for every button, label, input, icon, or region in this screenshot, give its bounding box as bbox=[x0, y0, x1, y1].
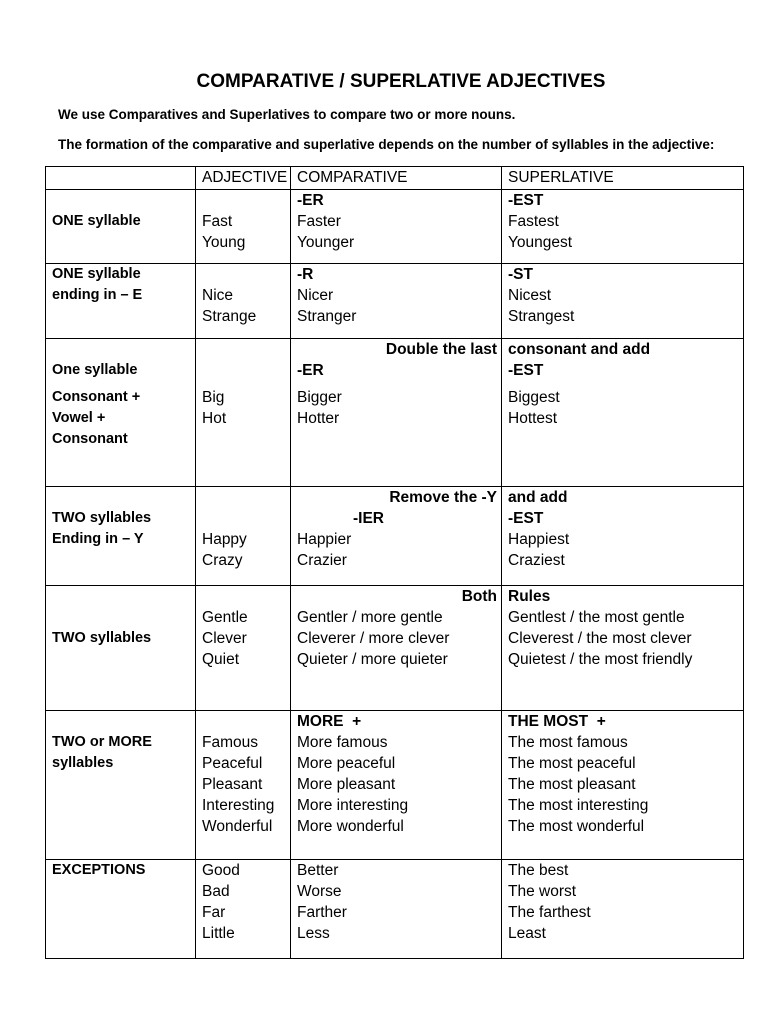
superlative: The most peaceful bbox=[508, 755, 636, 772]
adjective: Young bbox=[202, 234, 246, 251]
row-label: syllables bbox=[52, 755, 114, 771]
superlative-rule: -EST bbox=[508, 362, 544, 379]
row-label: ending in – E bbox=[52, 287, 143, 303]
comparative: More peaceful bbox=[297, 755, 396, 772]
header-comparative: COMPARATIVE bbox=[291, 167, 502, 190]
adjective: Crazy bbox=[202, 552, 243, 569]
superlative: Biggest bbox=[508, 389, 560, 406]
header-adjective: ADJECTIVE bbox=[196, 167, 291, 190]
superlative: Craziest bbox=[508, 552, 565, 569]
comparative: Better bbox=[297, 862, 339, 879]
row-label: Consonant bbox=[52, 431, 128, 447]
row-label: ONE syllable bbox=[52, 213, 141, 229]
adjective: Clever bbox=[202, 630, 247, 647]
adjective: Good bbox=[202, 862, 240, 879]
comparative: Younger bbox=[297, 234, 355, 251]
adjective: Big bbox=[202, 389, 225, 406]
comparative: Crazier bbox=[297, 552, 347, 569]
table-row bbox=[46, 487, 744, 586]
row-label: ONE syllable bbox=[52, 266, 141, 282]
comparative-note: Double the last bbox=[385, 341, 497, 358]
superlative: Gentlest / the most gentle bbox=[508, 609, 685, 626]
comparative: More interesting bbox=[297, 797, 409, 814]
comparative: More famous bbox=[297, 734, 388, 751]
superlative-note: consonant and add bbox=[508, 341, 651, 358]
superlative: The most interesting bbox=[508, 797, 649, 814]
comparative: Gentler / more gentle bbox=[297, 609, 443, 626]
row-label: One syllable bbox=[52, 362, 138, 378]
header-blank bbox=[46, 167, 196, 190]
comparative-note: Both bbox=[461, 588, 497, 605]
superlative: The best bbox=[508, 862, 569, 879]
comparative-rule: -IER bbox=[353, 510, 384, 527]
superlative-note: Rules bbox=[508, 588, 551, 605]
comparative: Happier bbox=[297, 531, 352, 548]
adjective: Famous bbox=[202, 734, 258, 751]
comparative: Stranger bbox=[297, 308, 357, 325]
adjective: Far bbox=[202, 904, 226, 921]
superlative: Youngest bbox=[508, 234, 573, 251]
superlative: Strangest bbox=[508, 308, 575, 325]
superlative: The most wonderful bbox=[508, 818, 645, 835]
superlative-rule: -EST bbox=[508, 510, 544, 527]
table-row bbox=[46, 860, 744, 959]
comparative-rule: -R bbox=[297, 266, 314, 283]
comparative: Quieter / more quieter bbox=[297, 651, 448, 668]
adjectives-table bbox=[45, 166, 744, 959]
comparative: Worse bbox=[297, 883, 342, 900]
comparative: Farther bbox=[297, 904, 347, 921]
comparative: Less bbox=[297, 925, 330, 942]
superlative: The most famous bbox=[508, 734, 628, 751]
superlative: The most pleasant bbox=[508, 776, 636, 793]
superlative: Quietest / the most friendly bbox=[508, 651, 693, 668]
row-label: TWO syllables bbox=[52, 510, 152, 526]
row-label: TWO or MORE bbox=[52, 734, 152, 750]
comparative-rule: MORE + bbox=[297, 713, 362, 730]
comparative: Cleverer / more clever bbox=[297, 630, 450, 647]
adjective: Wonderful bbox=[202, 818, 273, 835]
adjective: Gentle bbox=[202, 609, 248, 626]
comparative-rule: -ER bbox=[297, 362, 324, 379]
adjective: Little bbox=[202, 925, 235, 942]
adjective: Interesting bbox=[202, 797, 275, 814]
table-header-row bbox=[46, 167, 744, 190]
header-superlative: SUPERLATIVE bbox=[502, 167, 744, 190]
table-row bbox=[46, 711, 744, 860]
comparative: Bigger bbox=[297, 389, 342, 406]
comparative-note: Remove the -Y bbox=[389, 489, 497, 506]
adjective: Happy bbox=[202, 531, 247, 548]
table-row bbox=[46, 264, 744, 339]
superlative: Happiest bbox=[508, 531, 570, 548]
superlative: The worst bbox=[508, 883, 577, 900]
superlative: Nicest bbox=[508, 287, 552, 304]
adjective: Fast bbox=[202, 213, 233, 230]
superlative: Least bbox=[508, 925, 546, 942]
row-label: EXCEPTIONS bbox=[52, 862, 146, 878]
table-row bbox=[46, 190, 744, 264]
adjective: Strange bbox=[202, 308, 257, 325]
table-row bbox=[46, 586, 744, 711]
superlative-rule: THE MOST + bbox=[508, 713, 606, 730]
comparative: More pleasant bbox=[297, 776, 396, 793]
table-row bbox=[46, 339, 744, 487]
row-label: Ending in – Y bbox=[52, 531, 144, 547]
superlative-note: and add bbox=[508, 489, 568, 506]
adjective: Pleasant bbox=[202, 776, 263, 793]
adjective: Peaceful bbox=[202, 755, 263, 772]
superlative-rule: -EST bbox=[508, 192, 544, 209]
adjective: Bad bbox=[202, 883, 230, 900]
row-label: Consonant + bbox=[52, 389, 141, 405]
row-label: Vowel + bbox=[52, 410, 106, 426]
adjective: Quiet bbox=[202, 651, 240, 668]
superlative: Hottest bbox=[508, 410, 558, 427]
page-title: COMPARATIVE / SUPERLATIVE ADJECTIVES bbox=[196, 71, 606, 92]
intro-line-1: We use Comparatives and Superlatives to compare two or more nouns. bbox=[58, 107, 516, 122]
comparative: Faster bbox=[297, 213, 341, 230]
superlative: The farthest bbox=[508, 904, 591, 921]
superlative: Cleverest / the most clever bbox=[508, 630, 692, 647]
row-label: TWO syllables bbox=[52, 630, 152, 646]
adjective: Nice bbox=[202, 287, 234, 304]
superlative: Fastest bbox=[508, 213, 559, 230]
comparative-rule: -ER bbox=[297, 192, 324, 209]
comparative: Hotter bbox=[297, 410, 340, 427]
superlative-rule: -ST bbox=[508, 266, 533, 283]
intro-line-2: The formation of the comparative and superlative depends on the number of syllables in the adjective: bbox=[58, 137, 715, 152]
comparative: More wonderful bbox=[297, 818, 404, 835]
comparative: Nicer bbox=[297, 287, 334, 304]
adjective: Hot bbox=[202, 410, 227, 427]
